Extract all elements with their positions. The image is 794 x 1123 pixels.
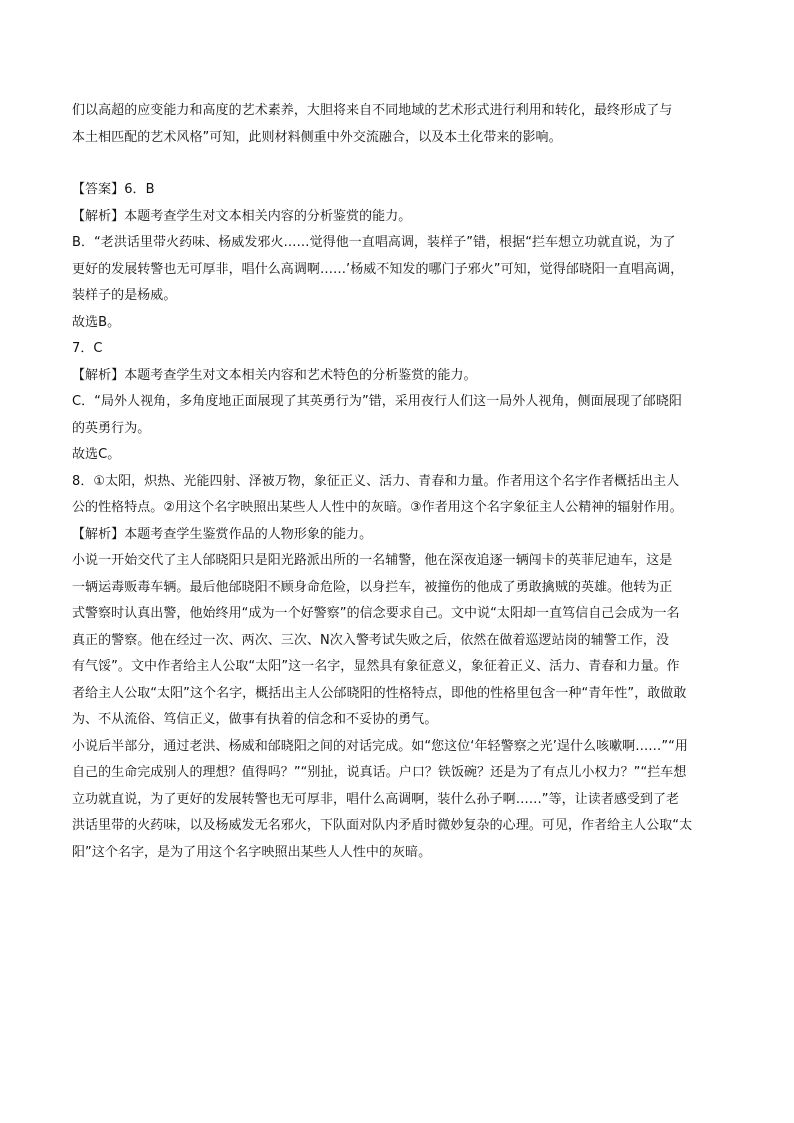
question-number: 7．C [72, 341, 103, 356]
text-line: 的英勇行为。 [72, 420, 151, 436]
text-line: C．“局外人视角，多角度地正面展现了其英勇行为”错，采用夜行人们这一局外人视角，侧面展现了邰晓阳 [72, 394, 682, 409]
analysis-line: 【解析】本题考查学生对文本相关内容和艺术特色的分析鉴赏的能力。 [72, 367, 477, 383]
text-line: 立功就直说，为了更好的发展转警也无可厚非，唱什么高调啊，装什么孙子啊……”等，让读者感受到了老 [72, 791, 680, 807]
text-line: 装样子的是杨威。 [72, 288, 177, 303]
text-line: 者给主人公取“太阳”这个名字，概括出主人公邰晓阳的性格特点，即他的性格里包含一种“青年性”，敢做敢 [72, 685, 687, 701]
text-line: 8．①太阳，炽热、光能四射、泽被万物，象征正义、活力、青春和力量。作者用这个名字作者概括出主人 [72, 473, 680, 489]
choice-line: 故选B。 [72, 314, 121, 330]
text-line: 更好的发展转警也无可厚非，唱什么高调啊……’杨威不知发的哪门子邪火”可知，觉得邰晓阳一直唱高调， [72, 261, 684, 277]
analysis-line: 【解析】本题考查学生对文本相关内容的分析鉴赏的能力。 [72, 208, 412, 224]
text-line: 真正的警察。他在经过一次、两次、三次、N次入警考试失败之后，依然在做着巡逻站岗的辅警工作，没 [72, 632, 670, 648]
document-body [72, 98, 722, 866]
text-line: 为、不从流俗、笃信正义，做事有执着的信念和不妥协的勇气。 [72, 712, 438, 727]
spacer [72, 151, 722, 177]
text-line: 小说一开始交代了主人邰晓阳只是阳光路派出所的一名辅警，他在深夜追逐一辆闯卡的英菲尼迪车，这是 [72, 553, 673, 568]
text-line: 有气馁”。文中作者给主人公取“太阳”这一名字，显然具有象征意义，象征着正义、活力、青春和力量。作 [72, 659, 680, 674]
text-line: 公的性格特点。②用这个名字映照出某些人人性中的灰暗。③作者用这个名字象征主人公精神的辐射作用。 [72, 500, 683, 515]
choice-line: 故选C。 [72, 447, 121, 462]
text-line: 一辆运毒贩毒车辆。最后他邰晓阳不顾身命危险，以身拦车，被撞伤的他成了勇敢擒贼的英雄。他转为正 [72, 579, 673, 595]
text-line: 们以高超的应变能力和高度的艺术素养，大胆将来自不同地域的艺术形式进行利用和转化，最终形成了与 [72, 103, 673, 118]
text-line: 本土相匹配的艺术风格”可知，此则材料侧重中外交流融合，以及本土化带来的影响。 [72, 129, 562, 145]
analysis-line: 【解析】本题考查学生鉴赏作品的人物形象的能力。 [72, 526, 373, 542]
text-line: 式警察时认真出警，他始终用“成为一个好警察”的信念要求自己。文中说“太阳却一直笃信自己会成为一名 [72, 606, 680, 621]
text-line: 自己的生命完成别人的理想？值得吗？”“别扯，说真话。户口？铁饭碗？还是为了有点儿小权力？”“拦车想 [72, 765, 687, 780]
text-line: 洪话里带的火药味，以及杨威发无名邪火，下队面对队内矛盾时微妙复杂的心理。可见，作者给主人公取“太 [72, 818, 693, 833]
text-line: 小说后半部分，通过老洪、杨威和邰晓阳之间的对话完成。如“您这位‘年轻警察之光’逞什么咳嗽啊……”“用 [72, 738, 688, 754]
answer-heading: 【答案】6．B [72, 182, 155, 197]
text-line: B．“老洪话里带火药味、杨威发邪火……觉得他一直唱高调，装样子”错，根据“拦车想立功就直说，为了 [72, 235, 676, 250]
text-line: 阳”这个名字，是为了用这个名字映照出某些人人性中的灰暗。 [72, 844, 432, 860]
